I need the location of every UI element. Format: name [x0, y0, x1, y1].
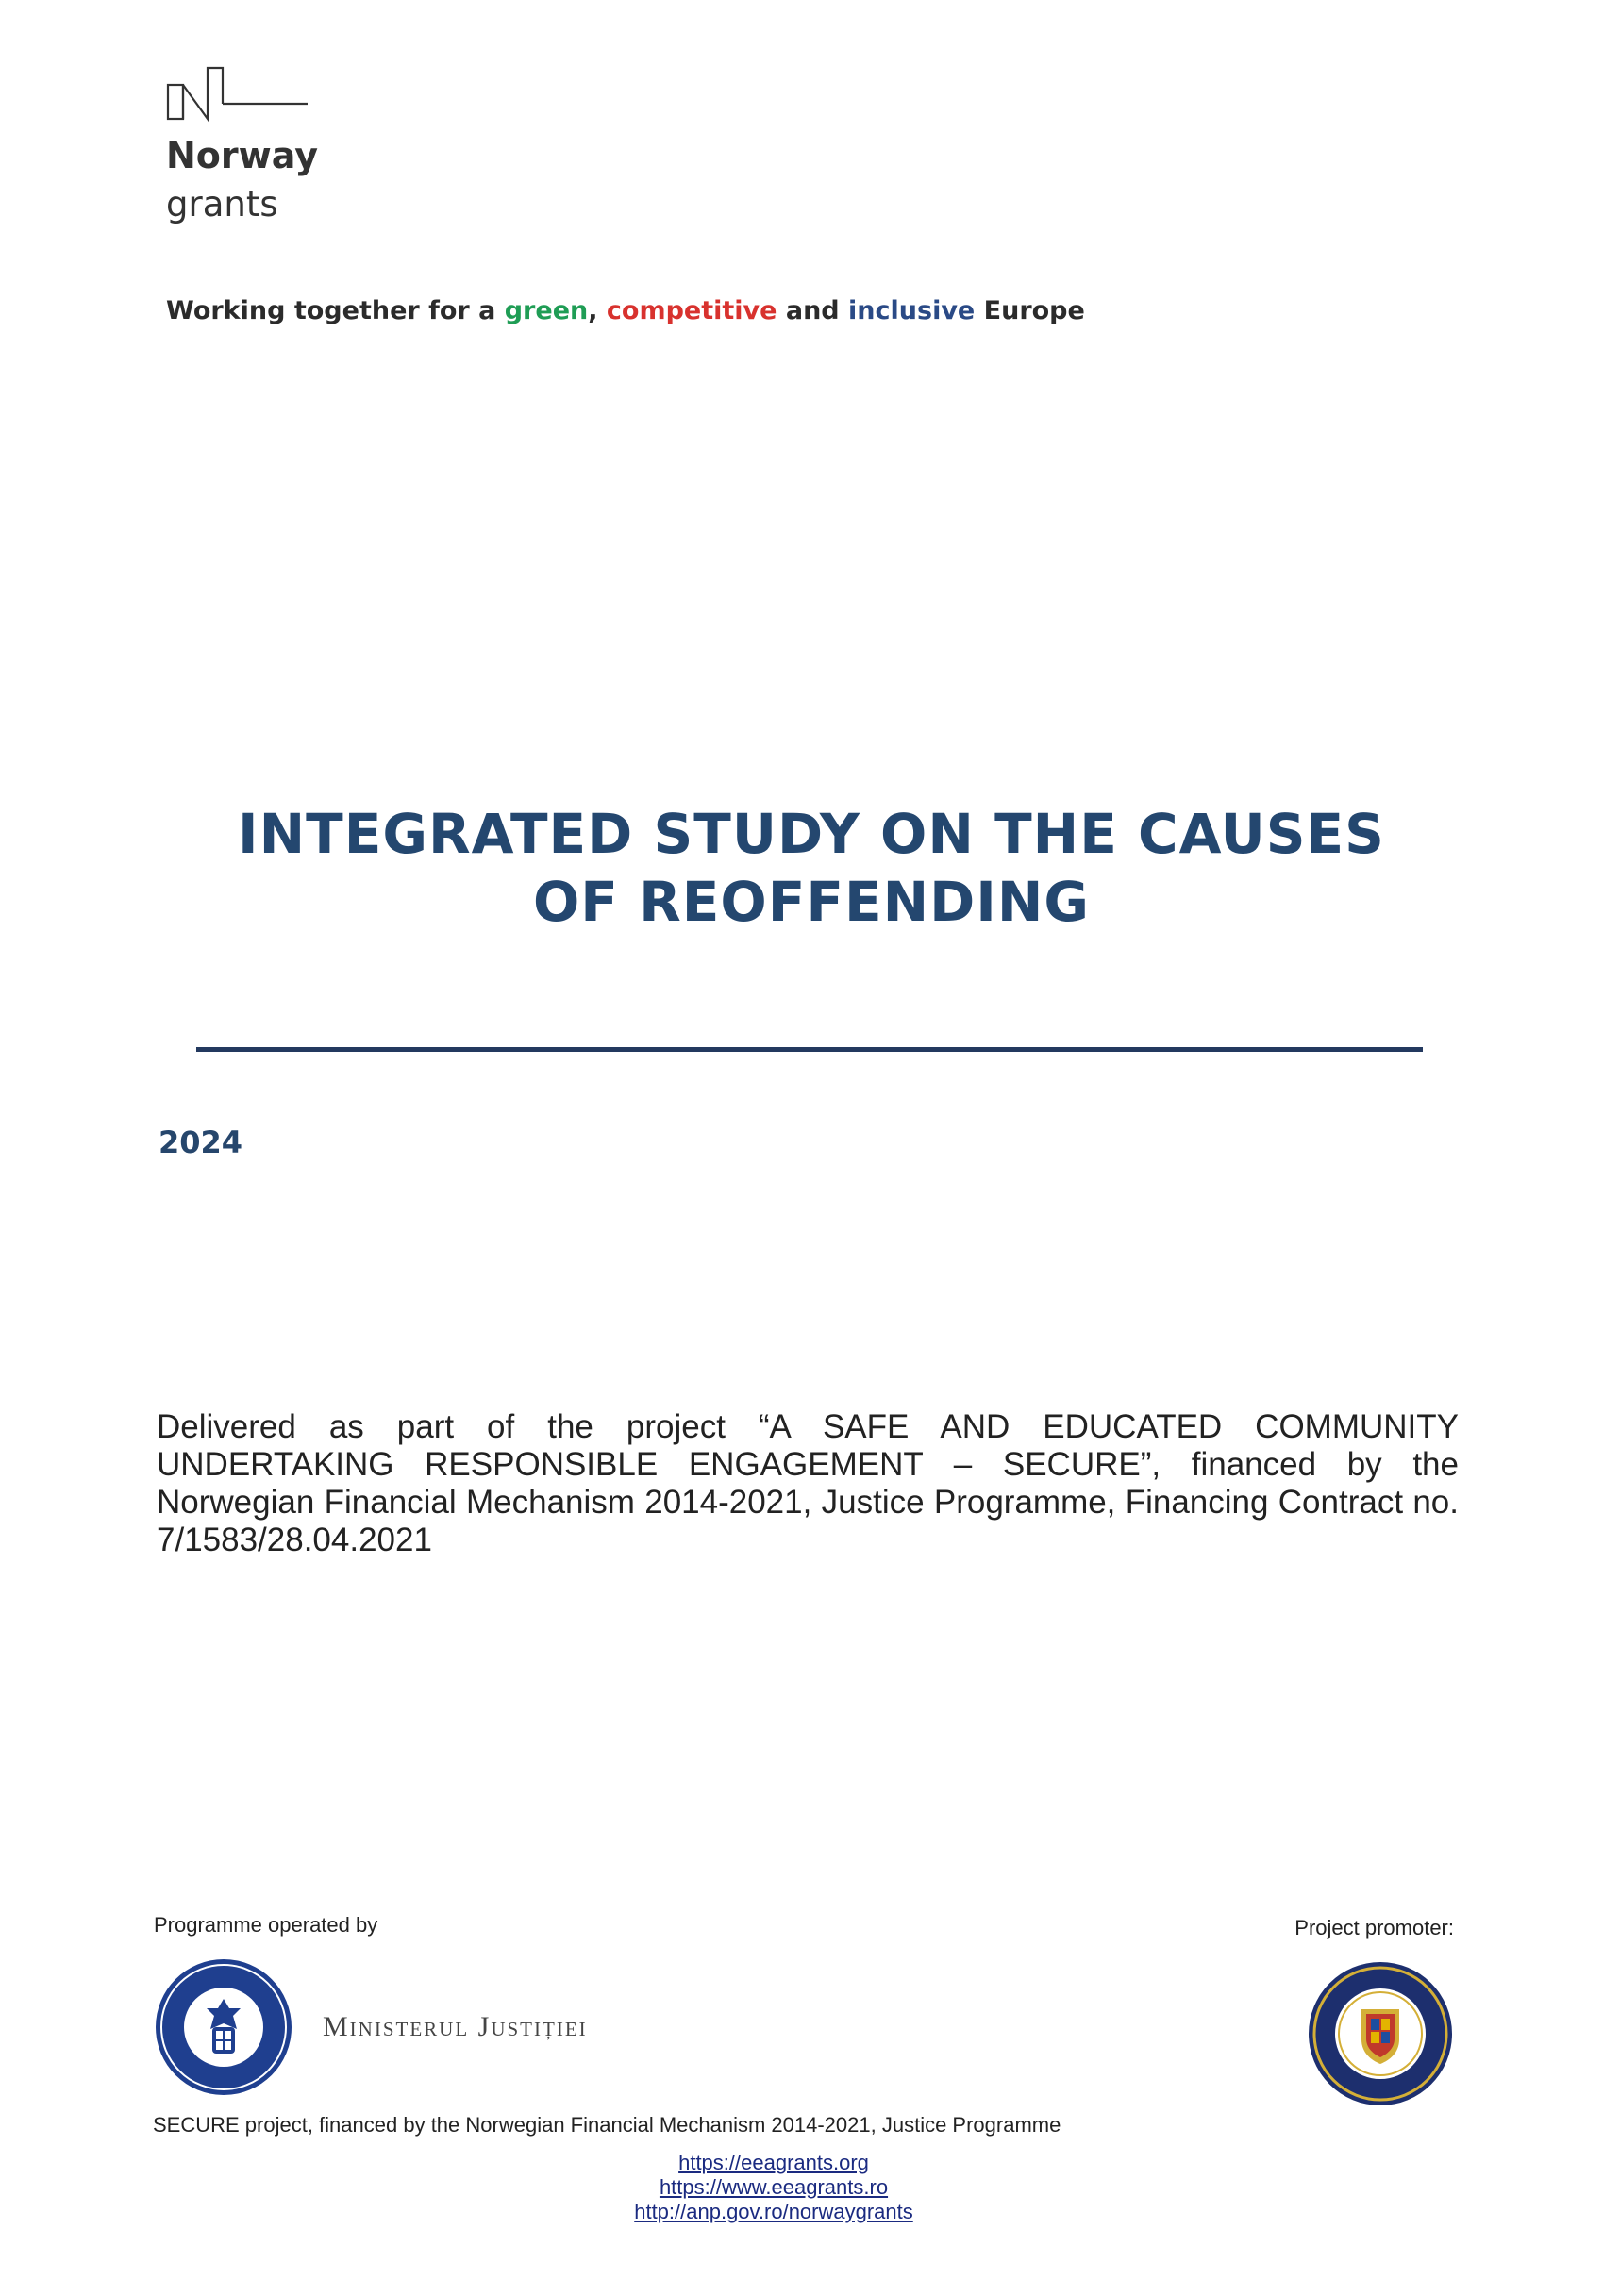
- norway-grants-logo-icon: [166, 66, 309, 132]
- tagline-green: green: [504, 296, 589, 325]
- logo-grants-text: grants: [166, 184, 278, 225]
- guvernul-romaniei-seal-icon: [154, 1957, 293, 2097]
- ministry-name: Ministerul Justiției: [323, 2011, 588, 2042]
- tagline-suffix: Europe: [975, 296, 1085, 325]
- tagline-competitive: competitive: [606, 296, 777, 325]
- secure-project-line: SECURE project, financed by the Norwegian Financial Mechanism 2014-2021, Justice Programme: [153, 2113, 1061, 2137]
- ministerul-justitiei-anp-seal-icon: [1307, 1960, 1454, 2107]
- document-title-line1: INTEGRATED STUDY ON THE CAUSES: [238, 802, 1385, 866]
- tagline-prefix: Working together for a: [166, 296, 505, 325]
- tagline-sep2: and: [777, 296, 849, 325]
- link-eeagrants-ro[interactable]: https://www.eeagrants.ro: [659, 2175, 889, 2199]
- footer-links: [528, 2151, 1019, 2224]
- link-anp-norwaygrants[interactable]: http://anp.gov.ro/norwaygrants: [634, 2200, 913, 2223]
- delivered-paragraph: Delivered as part of the project “A SAFE AND EDUCATED COMMUNITY UNDERTAKING RESPONSIBLE ENGAGEMENT – SECURE”, financed by the Norwegian Financial Mechanism 2014-2021, Justice Programme, Financing Contract no. 7/1583/28.04.2021: [157, 1408, 1459, 1558]
- tagline: [166, 296, 1085, 325]
- link-eeagrants-org[interactable]: https://eeagrants.org: [678, 2151, 869, 2174]
- document-year: 2024: [159, 1124, 243, 1160]
- programme-operated-label: Programme operated by: [154, 1913, 378, 1937]
- logo-norway-text: Norway: [166, 135, 318, 176]
- tagline-sep1: ,: [588, 296, 607, 325]
- document-title-line2: OF REOFFENDING: [533, 870, 1090, 934]
- tagline-inclusive: inclusive: [848, 296, 976, 325]
- project-promoter-label: Project promoter:: [1294, 1916, 1454, 1939]
- document-title: [151, 800, 1472, 936]
- title-divider: [196, 1047, 1423, 1052]
